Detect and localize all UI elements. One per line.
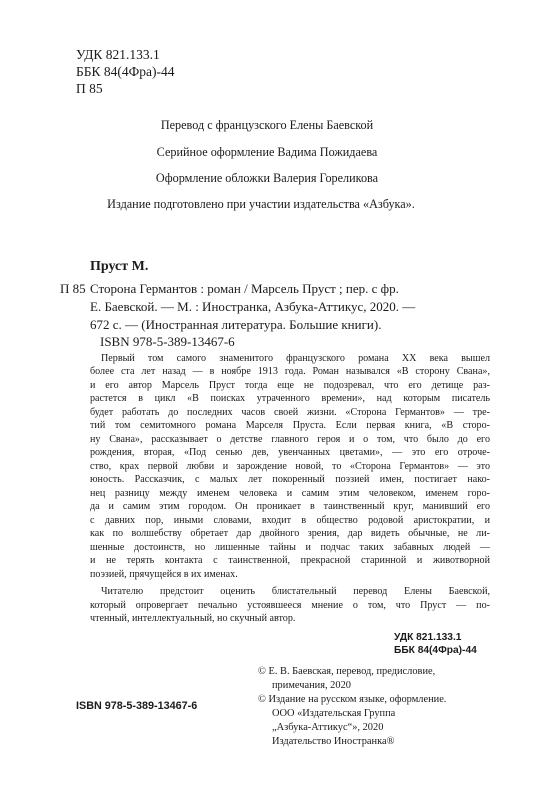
summary-line: шенные достоинств, но лишенные тайны и подчас таких забавных людей — bbox=[90, 542, 490, 553]
catalog-bbk: ББК 84(4Фра)-44 bbox=[394, 645, 477, 656]
catalog-line: Е. Баевской. — М. : Иностранка, Азбука-Аттикус, 2020. — bbox=[90, 299, 416, 314]
summary-line: да и самим этим городом. Он проникает в таинственный круг, манивший его bbox=[90, 501, 490, 512]
catalog-mark: П 85 bbox=[60, 281, 86, 296]
summary-line: нец разницу между именем человека и самим этим человеком, именем горо- bbox=[90, 488, 490, 499]
summary-line: который опровергает печально устоявшееся мнение о том, что Пруст — по- bbox=[90, 600, 490, 611]
summary-line: рождения, вторая, «Под сенью дев, увенчанных цветами», — это его отроче- bbox=[90, 447, 490, 458]
summary-line: ну Свана», рассказывает о детстве главного героя и о том, что было до его bbox=[90, 434, 490, 445]
catalog-author: Пруст М. bbox=[90, 259, 149, 274]
catalog-isbn: ISBN 978-5-389-13467-6 bbox=[100, 334, 235, 349]
bbk-code: ББК 84(4Фра)-44 bbox=[76, 64, 175, 79]
summary-line: более ста лет назад — в ноябре 1913 года. Роман назывался «В сторону Свана», bbox=[90, 366, 490, 377]
summary-line: растется в цикл «В поисках утраченного времени», над которым писатель bbox=[90, 393, 490, 404]
summary-line: Первый том самого знаменитого французского романа XX века вышел bbox=[101, 353, 490, 364]
summary-line: чтенный, интеллектуальный, но скучный автор. bbox=[90, 613, 296, 624]
series-design-credit: Серийное оформление Вадима Пожидаева bbox=[156, 145, 378, 159]
summary-line: будет работать до последних часов своей жизни. «Сторона Германтов» — тре- bbox=[90, 407, 490, 418]
classification-codes bbox=[76, 46, 175, 97]
summary-line: поэзией, прячущейся в их именах. bbox=[90, 569, 238, 580]
catalog-line: 672 с. — (Иностранная литература. Большие книги). bbox=[90, 317, 382, 332]
copyright-imprint: Издательство Иностранка® bbox=[272, 736, 395, 747]
summary-line: как по волшебству обретает дар двойного зрения, дар видеть обычные, не ли- bbox=[90, 528, 490, 539]
cover-design-credit: Оформление обложки Валерия Гореликова bbox=[155, 171, 379, 185]
summary-line: и его автор Марсель Пруст тогда еще не подозревал, что его детище раз- bbox=[90, 380, 490, 391]
publisher-note: Издание подготовлено при участии издательства «Азбука». bbox=[107, 197, 415, 211]
author-mark: П 85 bbox=[76, 81, 103, 96]
copyright-publisher-cont: „Азбука-Аттикус“», 2020 bbox=[272, 722, 384, 733]
summary-line: тий том семитомного романа Марселя Пруста. Если первая книга, «В сторо- bbox=[90, 420, 490, 431]
copyright-publisher: ООО «Издательская Группа bbox=[272, 708, 396, 719]
summary-line: Читателю предстоит оценить блистательный перевод Елены Баевской, bbox=[101, 586, 490, 597]
catalog-line: Сторона Германтов : роман / Марсель Пруст ; пер. с фр. bbox=[90, 281, 399, 296]
summary-line: с давних пор, иными словами, входит в общество родовой аристократии, и bbox=[90, 515, 490, 526]
catalog-udk: УДК 821.133.1 bbox=[394, 632, 462, 643]
summary-line: юность. Рассказчик, с малых лет покоренный поэзией имен, постигает нако- bbox=[90, 474, 490, 485]
copyright-translator-cont: примечания, 2020 bbox=[272, 680, 351, 691]
summary-line: и не терять контакта с таинственной, прекрасной старинной и животворной bbox=[90, 555, 490, 566]
translation-credit: Перевод с французского Елены Баевской bbox=[160, 118, 374, 132]
udk-code: УДК 821.133.1 bbox=[76, 47, 160, 62]
summary-line: ство, крах первой любви и зарождение новой, то «Сторона Германтов» — это bbox=[90, 461, 490, 472]
isbn-bottom: ISBN 978-5-389-13467-6 bbox=[76, 700, 198, 712]
copyright-translator: © Е. В. Баевская, перевод, предисловие, bbox=[258, 666, 436, 677]
copyright-edition: © Издание на русском языке, оформление. bbox=[258, 694, 447, 705]
